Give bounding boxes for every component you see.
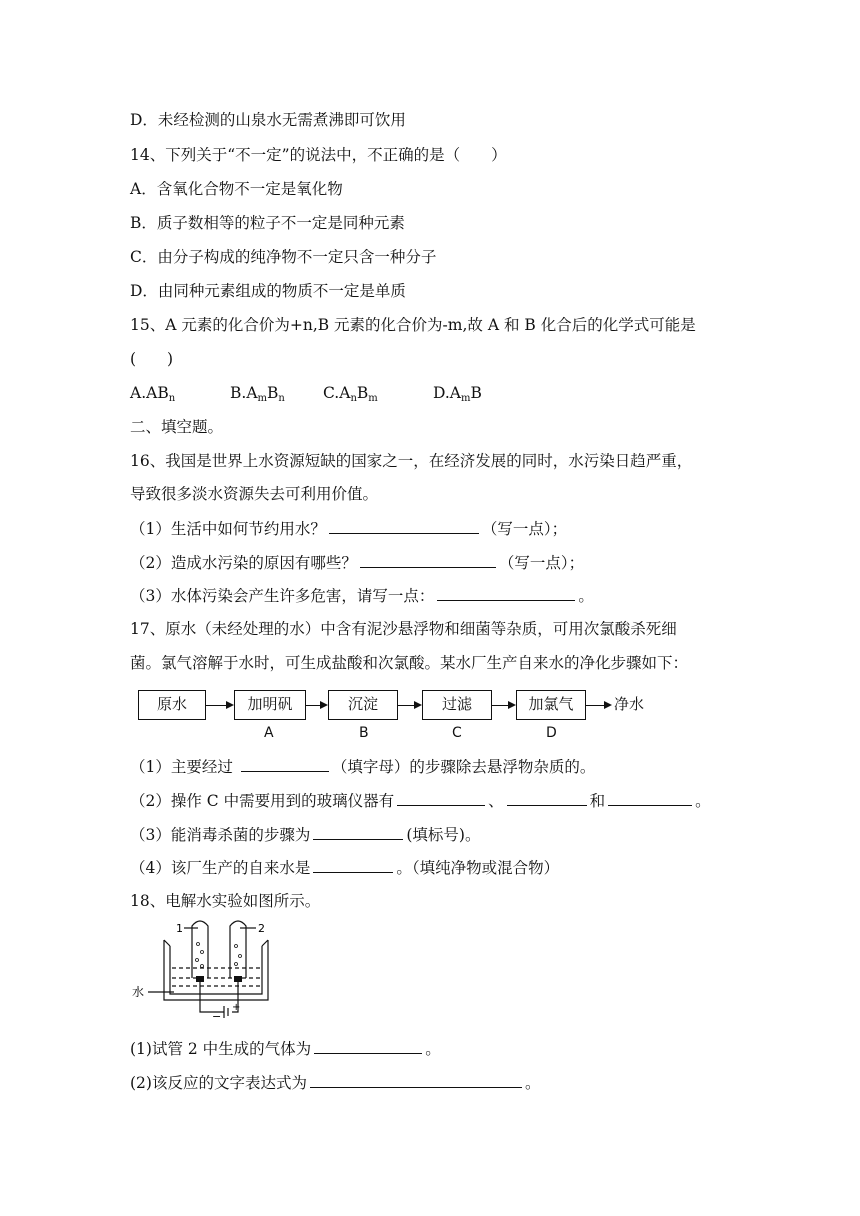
answer-blank[interactable] [329, 518, 479, 534]
q16-part1: （1）生活中如何节约用水？ （写一点）； [130, 520, 568, 538]
q15-stem: 15、A 元素的化合价为+n,B 元素的化合价为-m,故 A 和 B 化合后的化学式可能是 [130, 316, 696, 334]
purification-flowchart [138, 690, 658, 750]
answer-blank[interactable] [313, 857, 393, 873]
q17-part1: （1）主要经过 （填字母）的步骤除去悬浮物杂质的。 [130, 758, 596, 776]
q15-option-a: $A.AB_n$ [130, 384, 176, 404]
q16-part2: （2）造成水污染的原因有哪些？ （写一点）； [130, 554, 585, 572]
q15-option-b: $B.A_mB_n$ [230, 384, 285, 404]
answer-blank[interactable] [310, 1072, 522, 1088]
q15-option-c: $C.A_nB_m$ [323, 384, 378, 404]
q17-part2: （2）操作 C 中需要用到的玻璃仪器有 、 和 。 [130, 792, 711, 810]
flow-end-label: 净水 [614, 695, 645, 713]
answer-blank[interactable] [314, 1038, 422, 1054]
q15-paren: ( ) [130, 350, 174, 368]
flow-step-d-box: 加氯气 [516, 690, 586, 720]
answer-blank[interactable] [360, 552, 496, 568]
q16-part3: （3）水体污染会产生许多危害，请写一点： 。 [130, 587, 594, 605]
q17-stem-line1: 17、原水（未经处理的水）中含有泥沙悬浮物和细菌等杂质，可用次氯酸杀死细 [130, 620, 677, 638]
electrolysis-apparatus-diagram [128, 916, 278, 1028]
q14-stem: 14、下列关于“不一定”的说法中，不正确的是（ ） [130, 146, 507, 164]
flow-step-a-label: A [264, 725, 274, 741]
q18-part1: (1)试管 2 中生成的气体为 。 [130, 1040, 441, 1058]
negative-terminal-label: − [212, 1010, 222, 1023]
answer-blank[interactable] [241, 756, 329, 772]
positive-terminal-label: + [232, 1002, 241, 1013]
water-label: 水 [132, 985, 145, 999]
tube-2-label: 2 [258, 922, 265, 935]
answer-blank[interactable] [507, 790, 587, 806]
flow-arrow [492, 705, 514, 706]
q16-stem-line1: 16、我国是世界上水资源短缺的国家之一，在经济发展的同时，水污染日趋严重， [130, 452, 693, 470]
tube-1-label: 1 [176, 922, 183, 935]
q14-option-d: D．由同种元素组成的物质不一定是单质 [130, 282, 406, 300]
flow-start-box: 原水 [138, 690, 206, 720]
q17-part4: （4）该厂生产的自来水是 。（填纯净物或混合物） [130, 859, 560, 877]
q18-stem: 18、电解水实验如图所示。 [130, 892, 321, 910]
q14-option-c: C．由分子构成的纯净物不一定只含一种分子 [130, 248, 437, 266]
q16-stem-line2: 导致很多淡水资源失去可利用价值。 [130, 485, 379, 503]
q17-part3: （3）能消毒杀菌的步骤为 (填标号)。 [130, 826, 481, 844]
flow-step-c-label: C [452, 725, 462, 741]
q14-option-b: B．质子数相等的粒子不一定是同种元素 [130, 214, 405, 232]
q15-option-d: $D.A_mB$ [433, 384, 482, 404]
flow-step-a-box: 加明矾 [234, 690, 306, 720]
flow-step-b-box: 沉淀 [328, 690, 398, 720]
flow-step-b-label: B [359, 725, 369, 741]
flow-arrow [206, 705, 232, 706]
flow-step-c-box: 过滤 [422, 690, 492, 720]
flow-step-d-label: D [546, 725, 557, 741]
answer-blank[interactable] [437, 585, 575, 601]
q17-stem-line2: 菌。氯气溶解于水时，可生成盐酸和次氯酸。某水厂生产自来水的净化步骤如下： [130, 654, 689, 672]
answer-blank[interactable] [608, 790, 692, 806]
flow-arrow [306, 705, 326, 706]
q13-option-d: D．未经检测的山泉水无需煮沸即可饮用 [130, 111, 406, 129]
section-heading: 二、填空题。 [130, 418, 224, 436]
flow-arrow [398, 705, 420, 706]
q18-part2: (2)该反应的文字表达式为 。 [130, 1074, 541, 1092]
answer-blank[interactable] [397, 790, 485, 806]
flow-arrow [586, 705, 610, 706]
q14-option-a: A．含氧化合物不一定是氧化物 [130, 180, 343, 198]
answer-blank[interactable] [313, 824, 403, 840]
